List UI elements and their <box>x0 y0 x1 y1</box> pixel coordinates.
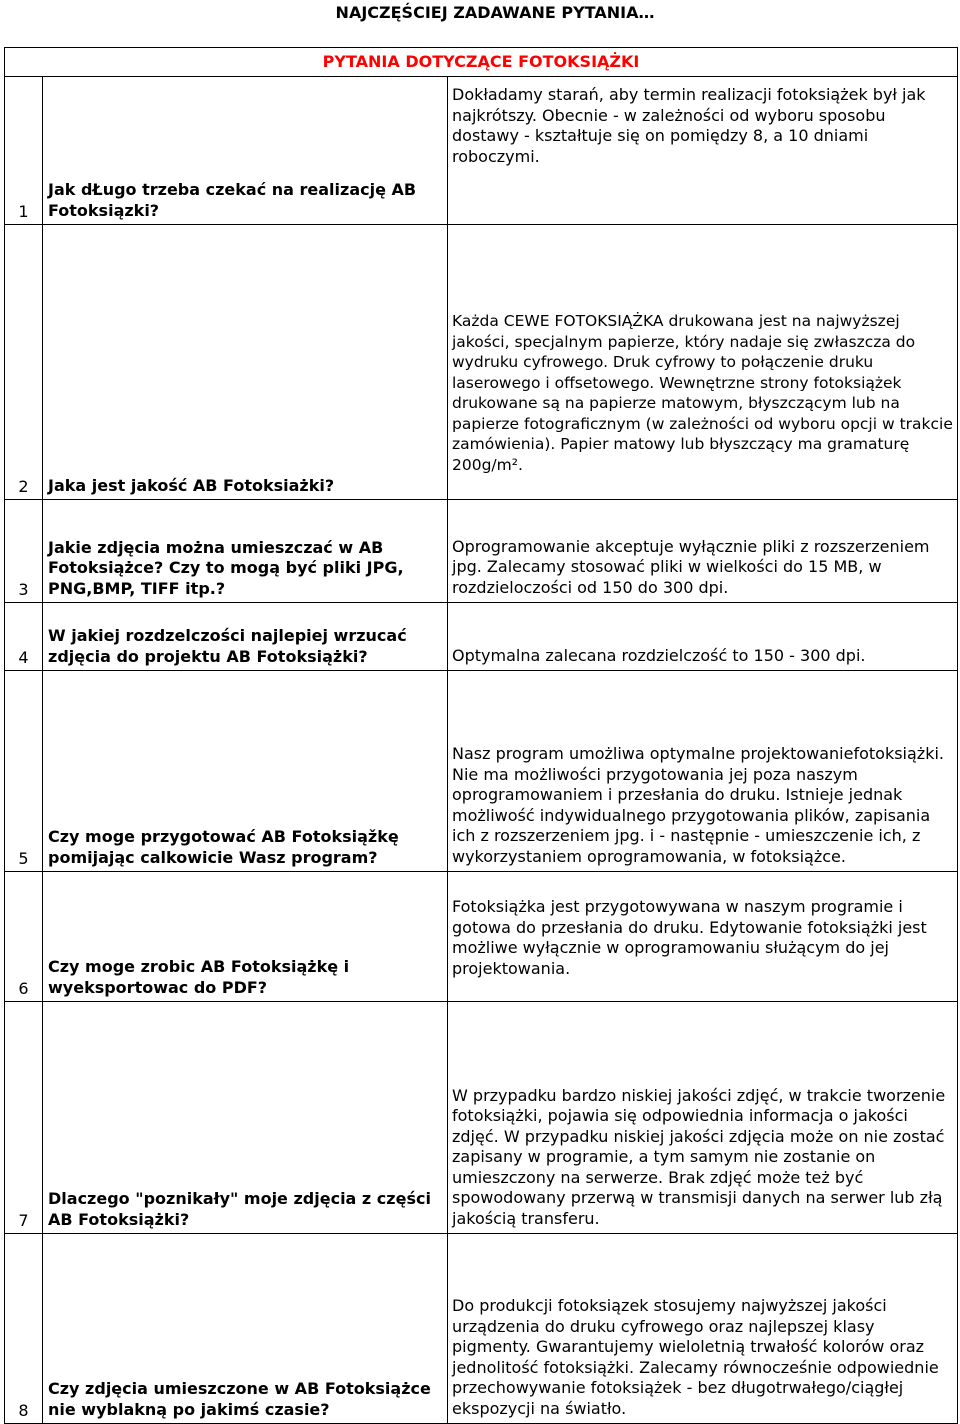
faq-table <box>4 47 958 1424</box>
faq-answer: Oprogramowanie akceptuje wyłącznie pliki z rozszerzeniem jpg. Zalecamy stosować pliki w wielkości do 15 MB, w rozdzieloczości od 150 do 300 dpi. <box>448 500 958 603</box>
faq-row <box>5 671 958 872</box>
faq-row <box>5 603 958 671</box>
faq-number: 4 <box>5 603 43 671</box>
section-header-row <box>5 48 958 77</box>
faq-answer: Fotoksiążka jest przygotowywana w naszym programie i gotowa do przesłania do druku. Edytowanie fotoksiążki jest możliwe wyłącznie w oprogramowaniu służącym do jej projektowania. <box>448 872 958 1002</box>
faq-answer: Optymalna zalecana rozdzielczość to 150 - 300 dpi. <box>448 603 958 671</box>
faq-number: 2 <box>5 225 43 500</box>
page-title: NAJCZĘŚCIEJ ZADAWANE PYTANIA… <box>335 3 655 22</box>
faq-row <box>5 500 958 603</box>
faq-number: 6 <box>5 872 43 1002</box>
faq-row <box>5 77 958 225</box>
faq-number: 1 <box>5 77 43 225</box>
faq-question: Czy moge przygotować AB Fotoksiąžkę pomijając calkowicie Wasz program? <box>43 671 448 872</box>
faq-number: 3 <box>5 500 43 603</box>
faq-answer: Każda CEWE FOTOKSIĄŻKA drukowana jest na najwyższej jakości, specjalnym papierze, który nadaje się zwłaszcza do wydruku cyfrowego. Druk cyfrowy to połączenie druku laserowego i offsetowego. Wewnętrzne strony fotoksiążek drukowane są na papierze matowym, błyszczącym lub na papierze fotograficznym (w zależności od wyboru opcji w trakcie zamówienia). Papier matowy lub błyszczący ma gramaturę 200g/m². <box>448 225 958 500</box>
faq-number: 7 <box>5 1002 43 1234</box>
faq-answer: Nasz program umożliwa optymalne projektowaniefotoksiążki. Nie ma możliwości przygotowania jej poza naszym oprogramowaniem i przesłania do druku. Istnieje jednak możliwość indywidualnego przygotowania plików, zapisania ich z rozszerzeniem jpg. i - następnie - umieszczenie ich, z wykorzystaniem oprogramowania, w fotoksiążce. <box>448 671 958 872</box>
faq-question: Czy zdjęcia umieszczone w AB Fotoksiążce nie wyblakną po jakimś czasie? <box>43 1234 448 1424</box>
faq-row <box>5 1234 958 1424</box>
section-title: PYTANIA DOTYCZĄCE FOTOKSIĄŻKI <box>5 48 958 77</box>
faq-row <box>5 872 958 1002</box>
faq-answer: Do produkcji fotoksiązek stosujemy najwyższej jakości urządzenia do druku cyfrowego oraz najlepszej klasy pigmenty. Gwarantujemy wieloletnią trwałość kolorów oraz jednolitość fotoksiążki. Zalecamy równocześnie odpowiednie przechowywanie fotoksiążek - bez długotrwałego/ciągłej ekspozycji na światło. <box>448 1234 958 1424</box>
faq-number: 8 <box>5 1234 43 1424</box>
faq-number: 5 <box>5 671 43 872</box>
faq-answer: W przypadku bardzo niskiej jakości zdjęć, w trakcie tworzenie fotoksiążki, pojawia się odpowiednia informacja o jakości zdjęć. W przypadku niskiej jakości zdjęcia może on nie zostać zapisany w programie, a tym samym nie zostanie on umieszczony na serwerze. Brak zdjęć może też być spowodowany przerwą w transmisji danych na serwer lub złą jakością transferu. <box>448 1002 958 1234</box>
faq-question: Dlaczego "poznikały" moje zdjęcia z części AB Fotoksiążki? <box>43 1002 448 1234</box>
faq-question: Jakie zdjęcia można umieszczać w AB Fotoksiążce? Czy to mogą być pliki JPG, PNG,BMP, TIFF itp.? <box>43 500 448 603</box>
faq-row <box>5 1002 958 1234</box>
faq-question: Jak dŁugo trzeba czekać na realizację AB Fotoksiązki? <box>43 77 448 225</box>
faq-question: Czy moge zrobic AB Fotoksiążkę i wyeksportowac do PDF? <box>43 872 448 1002</box>
faq-answer: Dokładamy starań, aby termin realizacji fotoksiążek był jak najkrótszy. Obecnie - w zależności od wyboru sposobu dostawy - kształtuje się on pomiędzy 8, a 10 dniami roboczymi. <box>448 77 958 225</box>
faq-row <box>5 225 958 500</box>
faq-question: Jaka jest jakość AB Fotoksiażki? <box>43 225 448 500</box>
faq-question: W jakiej rozdzelczości najlepiej wrzucać zdjęcia do projektu AB Fotoksiążki? <box>43 603 448 671</box>
